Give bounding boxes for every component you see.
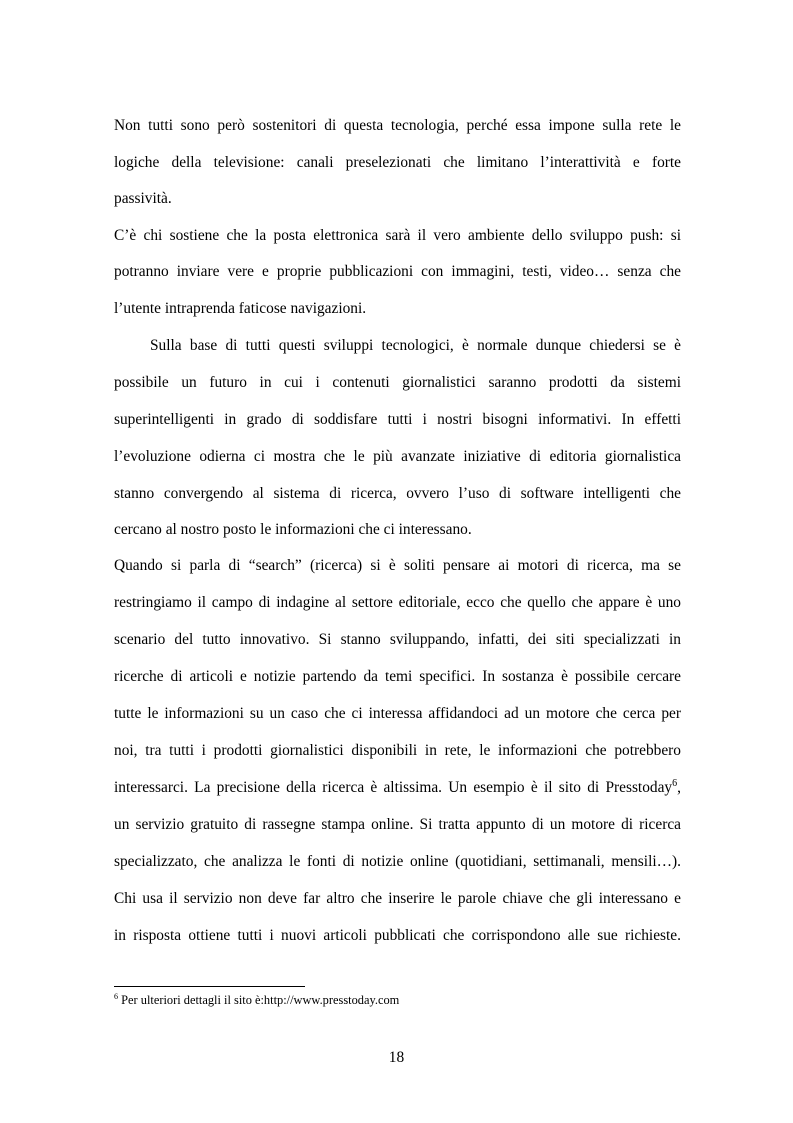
body-line-8: possibile un futuro in cui i contenuti giornalistici saranno prodotti da sistemi — [114, 374, 681, 391]
footnote — [114, 992, 399, 1008]
body-line-2: logiche della televisione: canali preselezionati che limitano l’interattività e forte — [114, 154, 681, 171]
page-number: 18 — [388, 1049, 405, 1066]
body-line-15: scenario del tutto innovativo. Si stanno sviluppando, infatti, dei siti specializzati in — [114, 631, 681, 648]
body-line-12: cercano al nostro posto le informazioni che ci interessano. — [114, 521, 472, 538]
footnote-text: Per ulteriori dettagli il sito è:http://www.presstoday.com — [118, 993, 400, 1007]
body-line-1: Non tutti sono però sostenitori di questa tecnologia, perché essa impone sulla rete le — [114, 117, 681, 134]
body-line-3: passività. — [114, 190, 172, 207]
body-line-4: C’è chi sostiene che la posta elettronica sarà il vero ambiente dello sviluppo push: si — [114, 227, 681, 244]
body-line-20: un servizio gratuito di rassegne stampa online. Si tratta appunto di un motore di ricerca — [114, 816, 681, 833]
body-line-13: Quando si parla di “search” (ricerca) si è soliti pensare ai motori di ricerca, ma se — [114, 557, 681, 574]
body-line-19 — [114, 778, 681, 798]
footnote-reference[interactable]: 6 — [672, 777, 678, 789]
body-line-19-text: interessarci. La precisione della ricerca è altissima. Un esempio è il sito di Presstoday — [114, 779, 673, 796]
body-line-7: Sulla base di tutti questi sviluppi tecnologici, è normale dunque chiedersi se è — [150, 337, 681, 354]
body-line-5: potranno inviare vere e proprie pubblicazioni con immagini, testi, video… senza che — [114, 263, 681, 280]
body-line-16: ricerche di articoli e notizie partendo da temi specifici. In sostanza è possibile cercare — [114, 668, 681, 685]
footnote-number: 6 — [114, 991, 119, 1001]
body-line-17: tutte le informazioni su un caso che ci interessa affidandoci ad un motore che cerca per — [114, 705, 681, 722]
body-line-22: Chi usa il servizio non deve far altro che inserire le parole chiave che gli interessano e — [114, 890, 681, 907]
body-line-23: in risposta ottiene tutti i nuovi articoli pubblicati che corrispondono alle sue richieste. — [114, 927, 681, 944]
body-line-11: stanno convergendo al sistema di ricerca, ovvero l’uso di software intelligenti che — [114, 485, 681, 502]
body-line-9: superintelligenti in grado di soddisfare tutti i nostri bisogni informativi. In effetti — [114, 411, 681, 428]
footnote-separator — [114, 986, 305, 987]
footnote-reference-comma: , — [677, 779, 681, 796]
body-line-6: l’utente intraprenda faticose navigazioni. — [114, 300, 367, 317]
body-line-14: restringiamo il campo di indagine al settore editoriale, ecco che quello che appare è uno — [114, 594, 681, 611]
body-line-10: l’evoluzione odierna ci mostra che le più avanzate iniziative di editoria giornalistica — [114, 448, 681, 465]
body-line-21: specializzato, che analizza le fonti di notizie online (quotidiani, settimanali, mensili…). — [114, 853, 681, 870]
body-line-18: noi, tra tutti i prodotti giornalistici disponibili in rete, le informazioni che potrebbero — [114, 742, 681, 759]
